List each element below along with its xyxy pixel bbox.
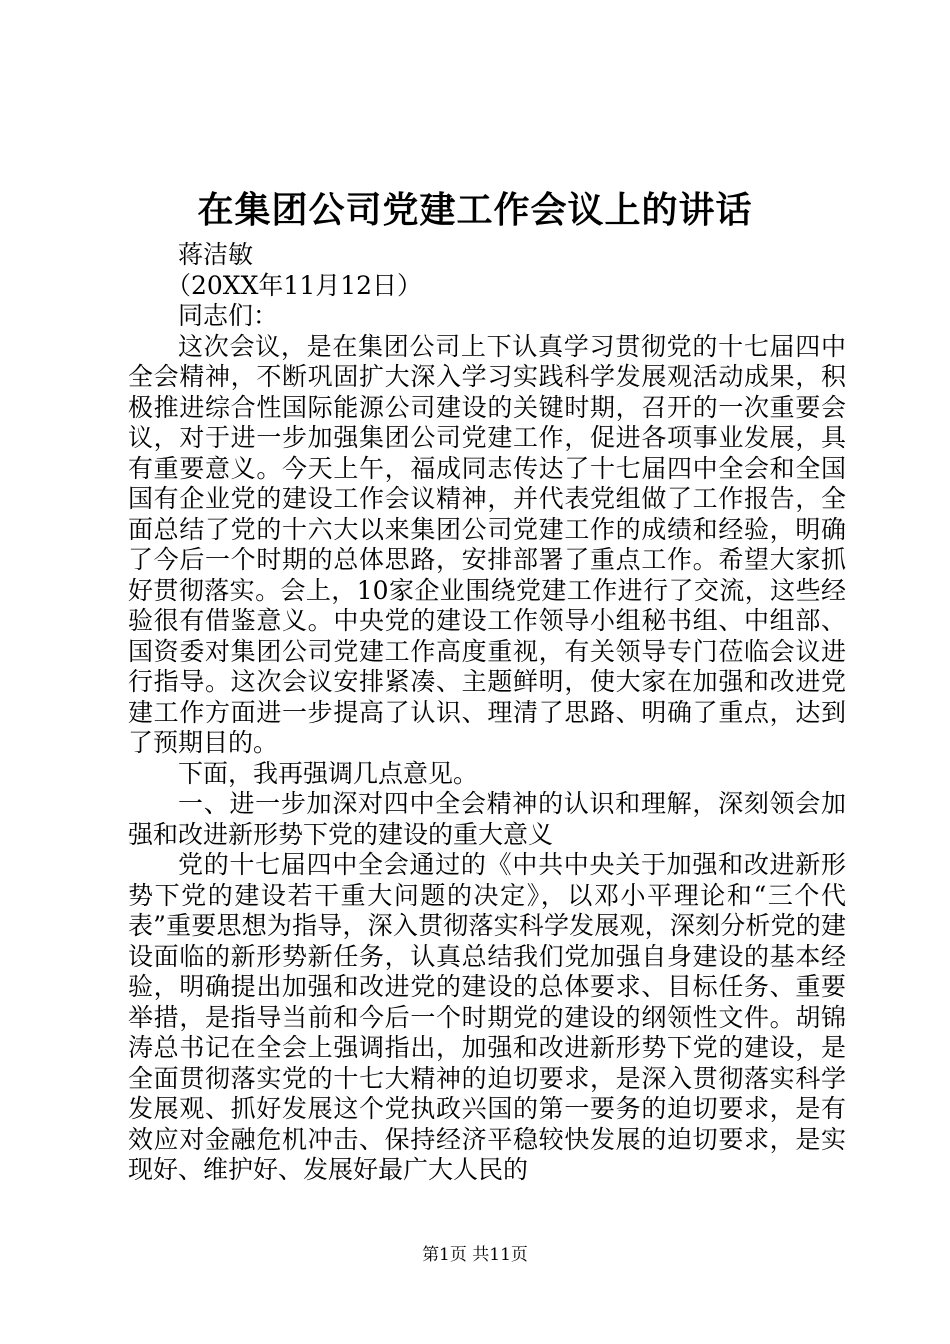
document-body: [128, 240, 846, 1186]
date-line: （20XX年11月12日）: [166, 270, 423, 300]
paragraph: 下面，我再强调几点意见。: [178, 758, 479, 788]
paragraph: 这次会议，是在集团公司上下认真学习贯彻党的十七届四中全会精神，不断巩固扩大深入学习实践科学发展观活动成果，积极推进综合性国际能源公司建设的关键时期，召开的一次重要会议，对于进一步加强集团公司党建工作，促进各项事业发展，具有重要意义。今天上午，福成同志传达了十七届四中全会和全国国有企业党的建设工作会议精神，并代表党组做了工作报告，全面总结了党的十六大以来集团公司党建工作的成绩和经验，明确了今后一个时期的总体思路，安排部署了重点工作。希望大家抓好贯彻落实。会上，10家企业围绕党建工作进行了交流，这些经验很有借鉴意义。中央党的建设工作领导小组秘书组、中组部、国资委对集团公司党建工作高度重视，有关领导专门莅临会议进行指导。这次会议安排紧凑、主题鲜明，使大家在加强和改进党建工作方面进一步提高了认识、理清了思路、明确了重点，达到了预期目的。: [128, 331, 846, 757]
section-heading: 一、进一步加深对四中全会精神的认识和理解，深刻领会加强和改进新形势下党的建设的重大意义: [128, 789, 846, 849]
salutation-line: 同志们：: [178, 301, 279, 330]
page-footer: 第1页 共11页: [422, 1245, 528, 1265]
document-title: 在集团公司党建工作会议上的讲话: [197, 189, 753, 231]
paragraph: 党的十七届四中全会通过的《中共中央关于加强和改进新形势下党的建设若干重大问题的决定》，以邓小平理论和“三个代表”重要思想为指导，深入贯彻落实科学发展观，深刻分析党的建设面临的新形势新任务，认真总结我们党加强自身建设的基本经验，明确提出加强和改进党的建设的总体要求、目标任务、重要举措，是指导当前和今后一个时期党的建设的纲领性文件。胡锦涛总书记在全会上强调指出，加强和改进新形势下党的建设，是全面贯彻落实党的十七大精神的迫切要求，是深入贯彻落实科学发展观、抓好发展这个党执政兴国的第一要务的迫切要求，是有效应对金融危机冲击、保持经济平稳较快发展的迫切要求，是实现好、维护好、发展好最广大人民的: [128, 850, 846, 1184]
author-line: 蒋洁敏: [178, 240, 254, 269]
